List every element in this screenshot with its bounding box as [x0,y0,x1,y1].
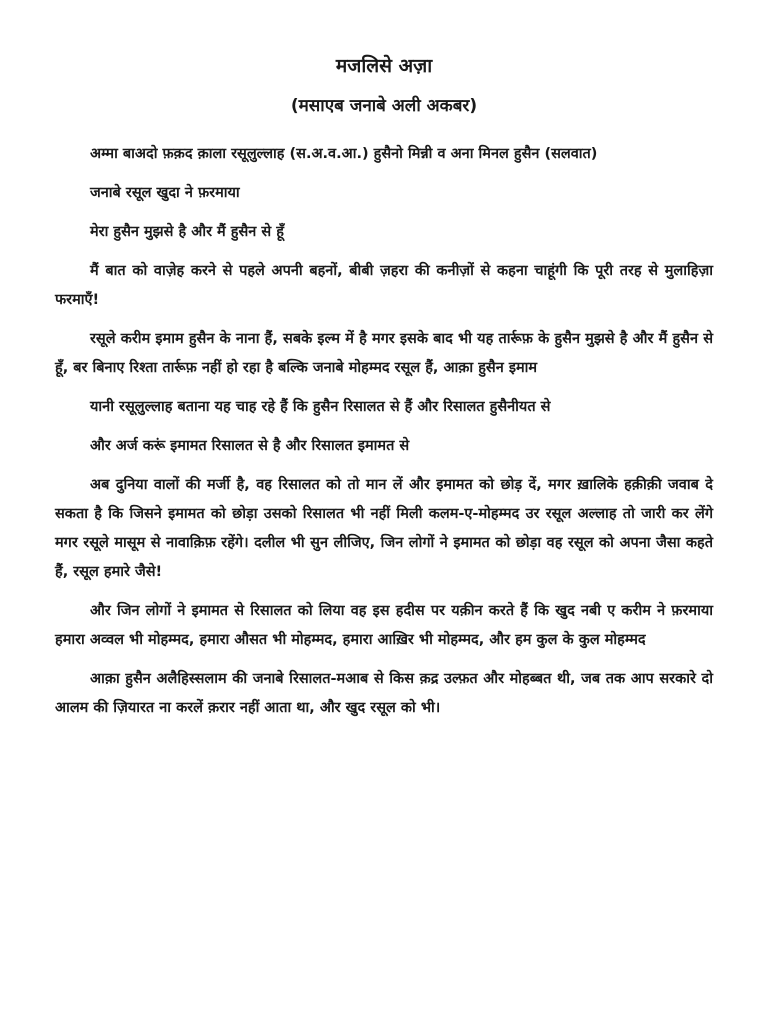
paragraph-1: अम्मा बाअदो फ़क़द क़ाला रसूलुल्लाह (स.अ.व.आ.) हुसैनो मिन्नी व अना मिनल हुसैन (सलवात) [90,146,598,162]
paragraph-4: मैं बात को वाज़ेह करने से पहले अपनी बहनों, बीबी ज़हरा की कनीज़ों से कहना चाहूंगी कि पूरी तरह से मुलाहिज़ा फरमाएँ! [55,263,713,308]
paragraph-8: अब दुनिया वालों की मर्जी है, वह रिसालत को तो मान लें और इमामत को छोड़ दें, मगर ख़ालिके हक़ीक़ी जवाब दे सकता है कि जिसने इमामत को छोड़ा उसको रिसालत भी नहीं मिली कलम-ए-मोहम्मद उर रसूल अल्लाह तो जारी कर लेंगे मगर रसूले मासूम से नावाक़िफ़ रहेंगे। दलील भी सुन लीजिए, जिन लोगों ने इमामत को छोड़ा वह रसूल को अपना जैसा कहते हैं, रसूल हमारे जैसे! [55,477,713,580]
paragraph-7: और अर्ज करूं इमामत रिसालत से है और रिसालत इमामत से [90,438,410,454]
paragraph-9: और जिन लोगों ने इमामत से रिसालत को लिया वह इस हदीस पर यक़ीन करते हैं कि खुद नबी ए करीम ने फ़रमाया हमारा अव्वल भी मोहम्मद, हमारा औसत भी मोहम्मद, हमारा आख़िर भी मोहम्मद, और हम कुल के कुल मोहम्मद [55,603,713,648]
document-page [55,50,713,733]
paragraph-6: यानी रसूलुल्लाह बताना यह चाह रहे हैं कि हुसैन रिसालत से हैं और रिसालत हुसैनीयत से [90,399,551,415]
paragraph-2: जनाबे रसूल खुदा ने फ़रमाया [90,185,240,201]
document-subtitle: (मसाएब जनाबे अली अकबर) [290,96,478,116]
document-title: मजलिसे अज़ा [335,55,433,77]
paragraph-3: मेरा हुसैन मुझसे है और मैं हुसैन से हूँ [90,224,284,240]
paragraph-10: आक़ा हुसैन अलैहिस्सलाम की जनाबे रिसालत-मआब से किस क़द्र उल्फ़त और मोहब्बत थी, जब तक आप सरकारे दो आलम की ज़ियारत ना करलें क़रार नहीं आता था, और खुद रसूल को भी। [55,671,713,716]
paragraph-5: रसूले करीम इमाम हुसैन के नाना हैं, सबके इल्म में है मगर इसके बाद भी यह तार्रूफ़ के हुसैन मुझसे है और मैं हुसैन से हूँ, बर बिनाए रिश्ता तार्रूफ़ नहीं हो रहा है बल्कि जनाबे मोहम्मद रसूल हैं, आक़ा हुसैन इमाम [55,331,713,376]
